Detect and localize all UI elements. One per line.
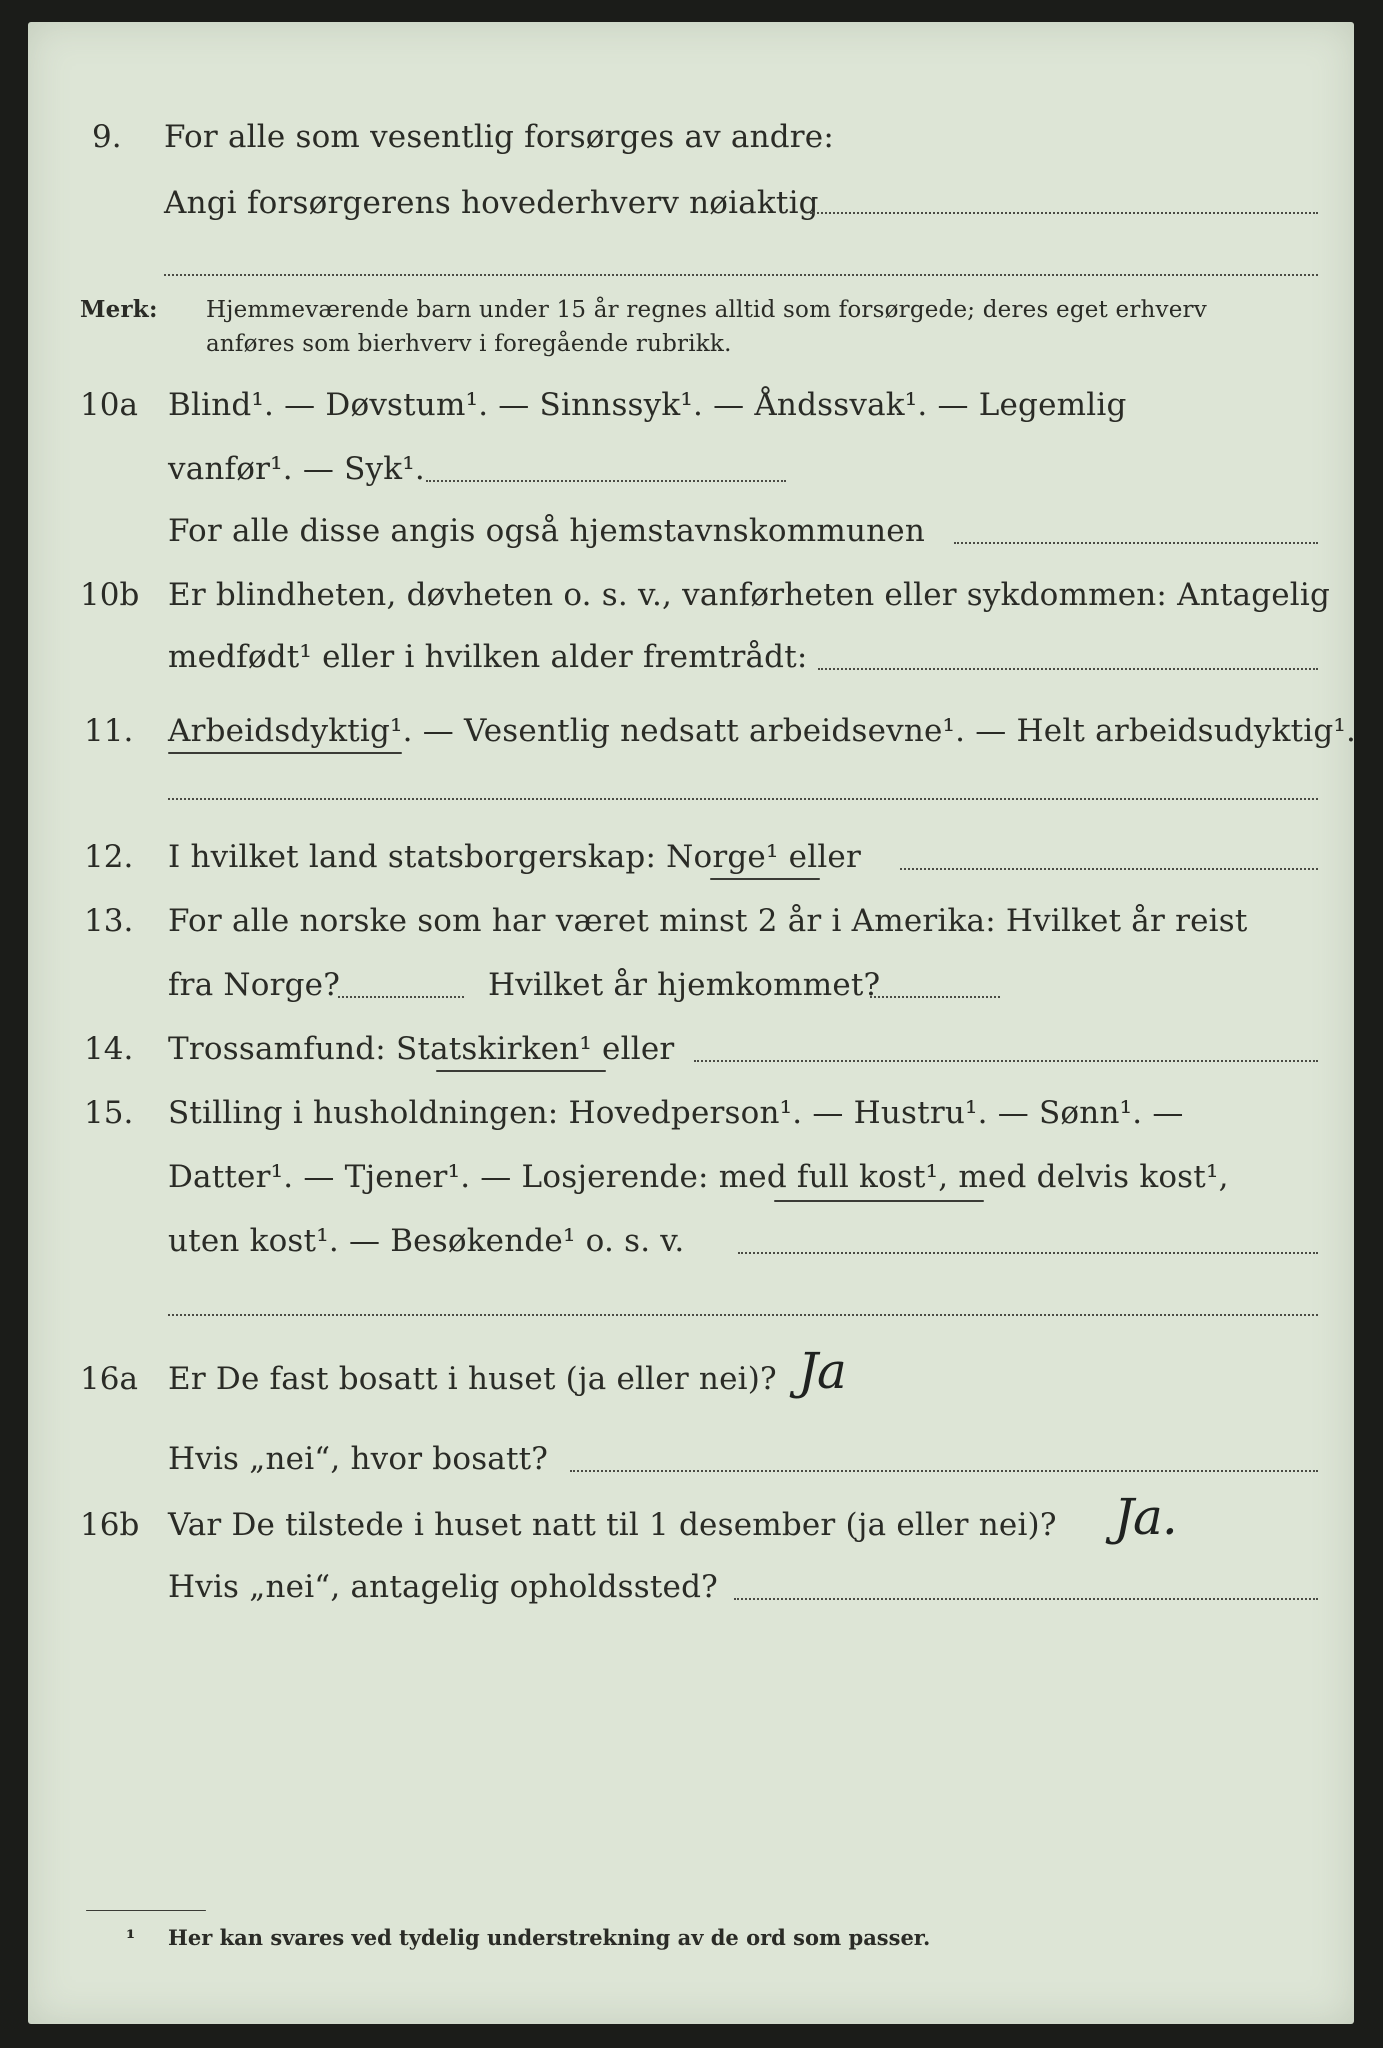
norge-underline [710,878,820,880]
q13-return-year-field[interactable] [870,996,1000,998]
q9-line-2: Angi forsørgerens hovederhverv nøiaktig [164,185,819,221]
census-form-page [28,22,1357,2024]
q15-answer-field[interactable] [738,1252,1318,1254]
q10b-line-2: medfødt¹ eller i hvilken alder fremtrådt: [168,639,808,675]
q16a-handwritten-answer[interactable]: Ja [798,1342,846,1400]
q16a-line-2: Hvis „nei“, hvor bosatt? [168,1441,549,1477]
question-number-15: 15. [84,1095,134,1131]
footnote-mark: ¹ [126,1925,136,1950]
q9-answer-field-2[interactable] [164,274,1318,276]
q11-line-1: Arbeidsdyktig¹. — Vesentlig nedsatt arbeidsevne¹. — Helt arbeidsudyktig¹. [168,713,1357,749]
question-number-16b: 16b [80,1507,140,1543]
q15-line-3: uten kost¹. — Besøkende¹ o. s. v. [168,1223,685,1259]
statskirken-underline [436,1070,606,1072]
q10a-line-3: For alle disse angis også hjemstavnskommunen [168,513,925,549]
q16b-handwritten-answer[interactable]: Ja. [1114,1488,1177,1546]
q10b-line-1: Er blindheten, døvheten o. s. v., vanførheten eller sykdommen: Antagelig [168,577,1331,613]
q9-line-1: For alle som vesentlig forsørges av andre: [164,119,834,155]
q10a-line-2: vanfør¹. — Syk¹. [168,451,425,487]
footnote-text: Her kan svares ved tydelig understrekning av de ord som passer. [168,1925,931,1950]
question-number-16a: 16a [80,1361,138,1397]
question-number-14: 14. [84,1031,134,1067]
q15-line-1: Stilling i husholdningen: Hovedperson¹. — Hustru¹. — Sønn¹. — [168,1095,1184,1131]
q13-line-2a: fra Norge? [168,967,341,1003]
merk-line-2: anføres som bierhverv i foregående rubrikk. [206,331,732,357]
question-number-10a: 10a [80,387,138,423]
q10b-answer-field[interactable] [818,668,1318,670]
q14-line-1: Trossamfund: Statskirken¹ eller [168,1031,675,1067]
q10a-answer-field[interactable] [426,480,786,482]
question-number-11: 11. [84,713,134,749]
q16b-line-1: Var De tilstede i huset natt til 1 desember (ja eller nei)? [168,1507,1057,1543]
q9-answer-field[interactable] [810,212,1318,214]
q16a-residence-field[interactable] [570,1470,1318,1472]
question-number-10b: 10b [80,577,140,613]
q14-answer-field[interactable] [694,1060,1318,1062]
med-full-kost-underline [774,1200,984,1202]
q13-line-2b: Hvilket år hjemkommet? [488,967,881,1003]
question-number-12: 12. [84,839,134,875]
q15-answer-field-2[interactable] [168,1314,1318,1316]
q12-answer-field[interactable] [900,868,1318,870]
q11-answer-field[interactable] [168,798,1318,800]
q10a-municipality-field[interactable] [954,542,1318,544]
arbeidsdyktig-underline [168,752,402,754]
question-number-13: 13. [84,903,134,939]
q13-departure-year-field[interactable] [338,996,464,998]
q15-line-2: Datter¹. — Tjener¹. — Losjerende: med full kost¹, med delvis kost¹, [168,1159,1229,1195]
merk-line-1: Hjemmeværende barn under 15 år regnes alltid som forsørgede; deres eget erhverv [206,297,1207,323]
footnote-rule [86,1910,206,1911]
q16b-location-field[interactable] [734,1598,1318,1600]
q16b-line-2: Hvis „nei“, antagelig opholdssted? [168,1569,718,1605]
q16a-line-1: Er De fast bosatt i huset (ja eller nei)? [168,1361,777,1397]
merk-label: Merk: [80,296,158,323]
q10a-line-1: Blind¹. — Døvstum¹. — Sinnssyk¹. — Åndssvak¹. — Legemlig [168,387,1127,423]
q13-line-1: For alle norske som har været minst 2 år i Amerika: Hvilket år reist [168,903,1248,939]
question-number-9: 9. [92,119,122,155]
q12-line-1: I hvilket land statsborgerskap: Norge¹ eller [168,839,861,875]
